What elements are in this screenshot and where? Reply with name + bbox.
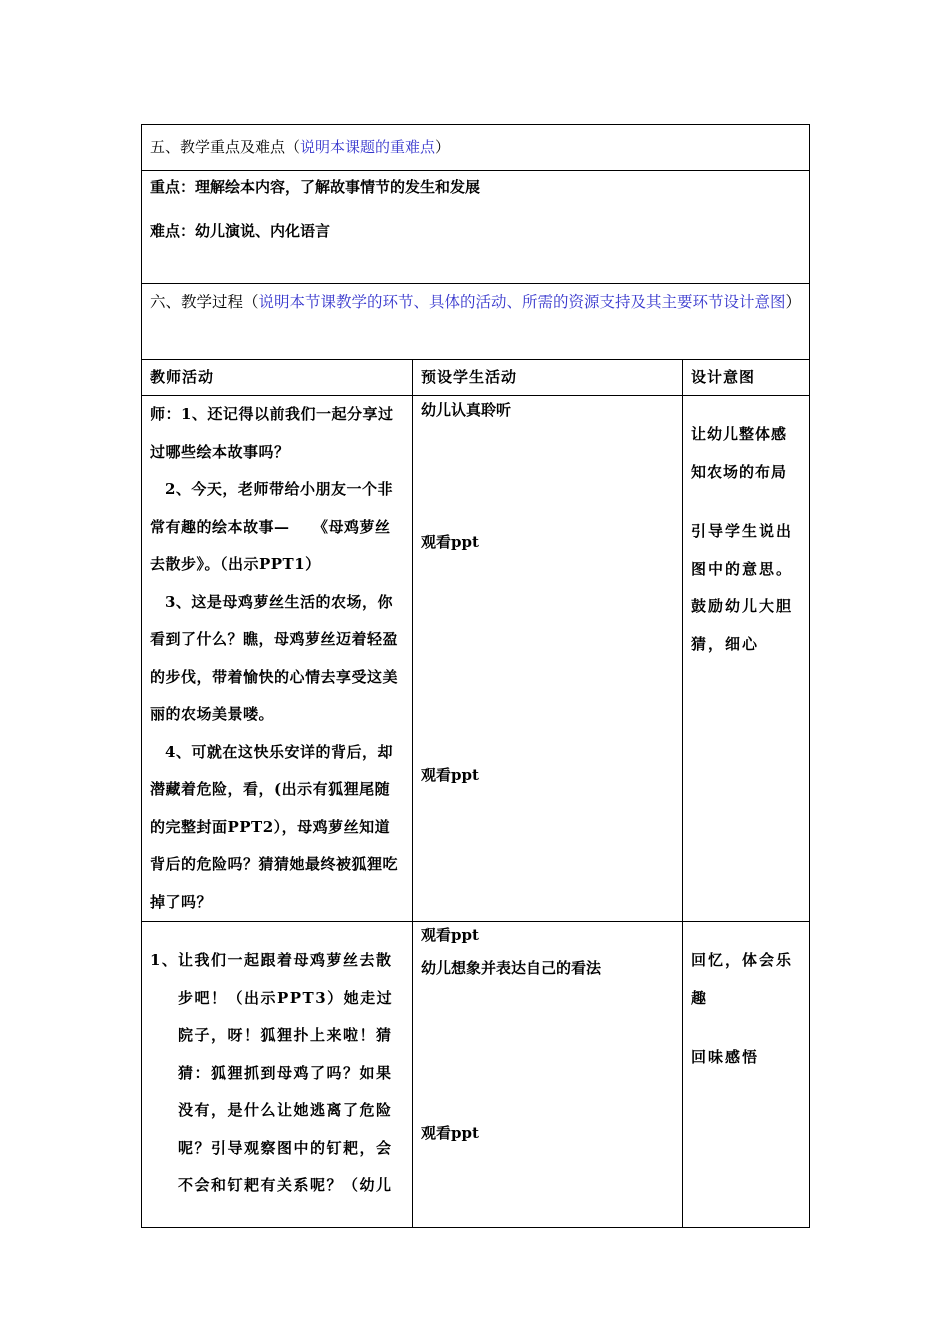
- intent-4: 回味感悟: [691, 1048, 760, 1066]
- row1-intent-cell: [683, 396, 810, 922]
- process-row-1: [142, 396, 810, 922]
- section5-title-note: 说明本课题的重难点: [300, 138, 436, 156]
- teacher-step-walk: 让我们一起跟着母鸡萝丝去散步吧！（出示PPT3）她走过院子，呀！狐狸扑上来啦！猜猜：狐狸抓到母鸡了吗？如果没有，是什么让她逃离了危险呢？引导观察图中的钉耙，会不会和钉耙有关系呢？（幼儿: [178, 951, 394, 1194]
- col-header-intent: 设计意图: [683, 360, 810, 396]
- key-point-text: 重点：理解绘本内容，了解故事情节的发生和发展: [150, 178, 481, 196]
- student-activity-imagine: 幼儿想象并表达自己的看法: [421, 959, 602, 977]
- row2-intent-cell: [683, 922, 810, 1228]
- intent-2: 引导学生说出图中的意思。鼓励幼儿大胆猜，细心: [691, 522, 794, 653]
- student-activity-watch-1: 观看ppt: [421, 533, 479, 551]
- section5-content: [142, 171, 810, 284]
- section6-title-text: 六、教学过程（: [150, 293, 259, 311]
- section5-header-row: [142, 125, 810, 171]
- process-row-2: [142, 922, 810, 1228]
- section5-content-row: [142, 171, 810, 284]
- section6-title: [142, 284, 810, 360]
- section6-title-note: 说明本节课教学的环节、具体的活动、所需的资源支持及其主要环节设计意图: [258, 293, 786, 311]
- student-activity-listen: 幼儿认真聆听: [421, 401, 512, 419]
- student-activity-watch-4: 观看ppt: [421, 1124, 479, 1142]
- section5-title-close: ）: [435, 138, 451, 156]
- column-header-row: [142, 360, 810, 396]
- col-header-student: 预设学生活动: [413, 360, 683, 396]
- section6-header-row: [142, 284, 810, 360]
- lesson-plan-table: [141, 124, 810, 1228]
- row1-student-cell: [413, 396, 683, 922]
- student-activity-watch-2: 观看ppt: [421, 766, 479, 784]
- teacher-step-1: 师：1、还记得以前我们一起分享过过哪些绘本故事吗？: [150, 405, 394, 461]
- intent-3: 回忆，体会乐趣: [691, 951, 794, 1007]
- col-header-teacher: 教师活动: [142, 360, 413, 396]
- student-activity-watch-3: 观看ppt: [421, 926, 479, 944]
- teacher-list-item: [150, 942, 404, 1205]
- row2-student-cell: [413, 922, 683, 1228]
- section6-title-close: ）: [785, 293, 802, 311]
- row2-teacher-cell: [142, 922, 413, 1228]
- section5-title: [142, 125, 810, 171]
- teacher-step-3: 3、这是母鸡萝丝生活的农场，你看到了什么？瞧，母鸡萝丝迈着轻盈的步伐，带着愉快的心情去享受这美丽的农场美景喽。: [150, 592, 399, 723]
- teacher-step-2: 2、今天，老师带给小朋友一个非常有趣的绘本故事— 《母鸡萝丝去散步》。（出示PPT1）: [150, 480, 393, 573]
- intent-1: 让幼儿整体感知农场的布局: [691, 425, 788, 481]
- section5-title-text: 五、教学重点及难点（: [150, 138, 301, 156]
- difficulty-text: 难点：幼儿演说、内化语言: [150, 222, 331, 240]
- lesson-plan-page: [141, 124, 809, 1228]
- list-number: 1、: [150, 951, 179, 969]
- row1-teacher-cell: [142, 396, 413, 922]
- teacher-step-4: 4、可就在这快乐安详的背后，却潜藏着危险，看，(出示有狐狸尾随的完整封面PPT2），母鸡萝丝知道背后的危险吗？猜猜她最终被狐狸吃掉了吗？: [150, 742, 399, 911]
